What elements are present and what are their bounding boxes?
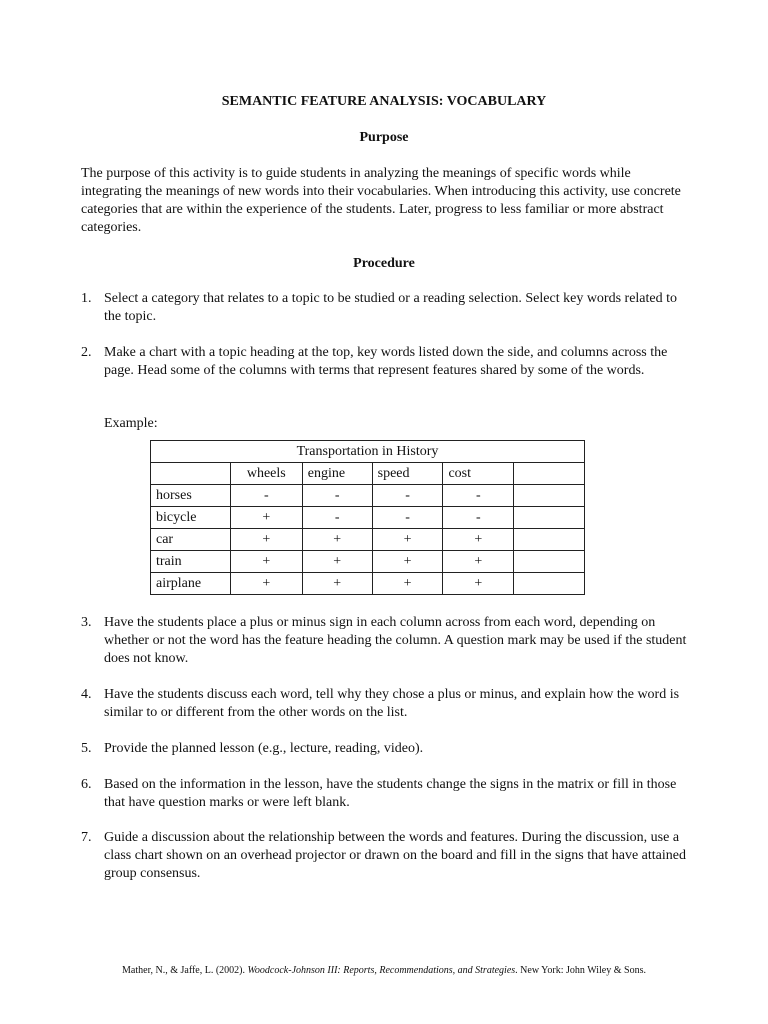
purpose-text: The purpose of this activity is to guide students in analyzing the meanings of specific words while integrating the meanings of new words into their vocabularies. When introducing this activity, use concrete categories that are within the experience of the students. Later, progress to less familiar or more abstract categories. (81, 166, 681, 235)
row-word: train (151, 551, 231, 573)
step-text: Provide the planned lesson (e.g., lecture, reading, video). (104, 741, 424, 756)
step-number: 2. (81, 345, 92, 360)
step-text: Select a category that relates to a topic to be studied or a reading selection. Select key words related to the topic. (104, 291, 678, 324)
row-word: horses (151, 485, 231, 507)
citation-publisher: . New York: John Wiley & Sons. (515, 965, 646, 976)
citation-book-title: Woodcock-Johnson III: Reports, Recommendations, and Strategies (247, 965, 516, 976)
table-header-row (151, 463, 585, 485)
table-caption: Transportation in History (151, 441, 585, 463)
header-cell-speed: speed (372, 463, 443, 485)
example-label: Example: (104, 416, 158, 431)
cell-wheels: + (230, 573, 302, 595)
row-word: bicycle (151, 507, 231, 529)
step-number: 1. (81, 291, 92, 306)
row-word: car (151, 529, 231, 551)
cell-speed: - (372, 485, 443, 507)
cell-engine: + (302, 573, 372, 595)
cell-extra (514, 573, 585, 595)
header-cell-engine: engine (302, 463, 372, 485)
citation-authors: Mather, N., & Jaffe, L. (2002). (122, 965, 248, 976)
procedure-heading: Procedure (353, 256, 415, 271)
cell-cost: + (443, 551, 514, 573)
row-word: airplane (151, 573, 231, 595)
step-number: 7. (81, 830, 92, 845)
cell-speed: + (372, 529, 443, 551)
cell-wheels: - (230, 485, 302, 507)
step-text: Have the students discuss each word, tell why they chose a plus or minus, and explain how the word is similar to or different from the other words on the list. (104, 687, 680, 720)
cell-speed: + (372, 551, 443, 573)
table-row (151, 529, 585, 551)
step-text: Have the students place a plus or minus sign in each column across from each word, depending on whether or not the word has the feature heading the column. A question mark may be used if the student does not know. (104, 615, 687, 666)
purpose-heading: Purpose (359, 130, 409, 145)
cell-extra (514, 551, 585, 573)
cell-engine: - (302, 507, 372, 529)
step-number: 4. (81, 687, 92, 702)
table-row (151, 551, 585, 573)
table-row (151, 485, 585, 507)
header-cell-wheels: wheels (230, 463, 302, 485)
header-cell-cost: cost (443, 463, 514, 485)
cell-cost: + (443, 573, 514, 595)
cell-cost: - (443, 507, 514, 529)
cell-extra (514, 529, 585, 551)
step-number: 5. (81, 741, 92, 756)
cell-cost: - (443, 485, 514, 507)
cell-wheels: + (230, 507, 302, 529)
step-number: 3. (81, 615, 92, 630)
step-text: Guide a discussion about the relationship between the words and features. During the discussion, use a class chart shown on an overhead projector or drawn on the board and fill in the signs that have attained group consensus. (104, 830, 686, 881)
cell-extra (514, 485, 585, 507)
header-cell-blank (151, 463, 231, 485)
table-row (151, 573, 585, 595)
cell-extra (514, 507, 585, 529)
header-cell-extra (514, 463, 585, 485)
step-number: 6. (81, 777, 92, 792)
table-caption-row (151, 441, 585, 463)
cell-speed: - (372, 507, 443, 529)
step-text: Make a chart with a topic heading at the top, key words listed down the side, and columns across the page. Head some of the columns with terms that represent features shared by some of the words. (104, 345, 668, 378)
cell-speed: + (372, 573, 443, 595)
step-text: Based on the information in the lesson, have the students change the signs in the matrix or fill in those that have question marks or were left blank. (104, 777, 677, 810)
cell-engine: - (302, 485, 372, 507)
feature-matrix-table (150, 440, 585, 595)
citation-footer (0, 964, 768, 977)
cell-engine: + (302, 551, 372, 573)
cell-wheels: + (230, 551, 302, 573)
cell-cost: + (443, 529, 514, 551)
table-row (151, 507, 585, 529)
cell-wheels: + (230, 529, 302, 551)
document-title: SEMANTIC FEATURE ANALYSIS: VOCABULARY (221, 94, 547, 109)
cell-engine: + (302, 529, 372, 551)
